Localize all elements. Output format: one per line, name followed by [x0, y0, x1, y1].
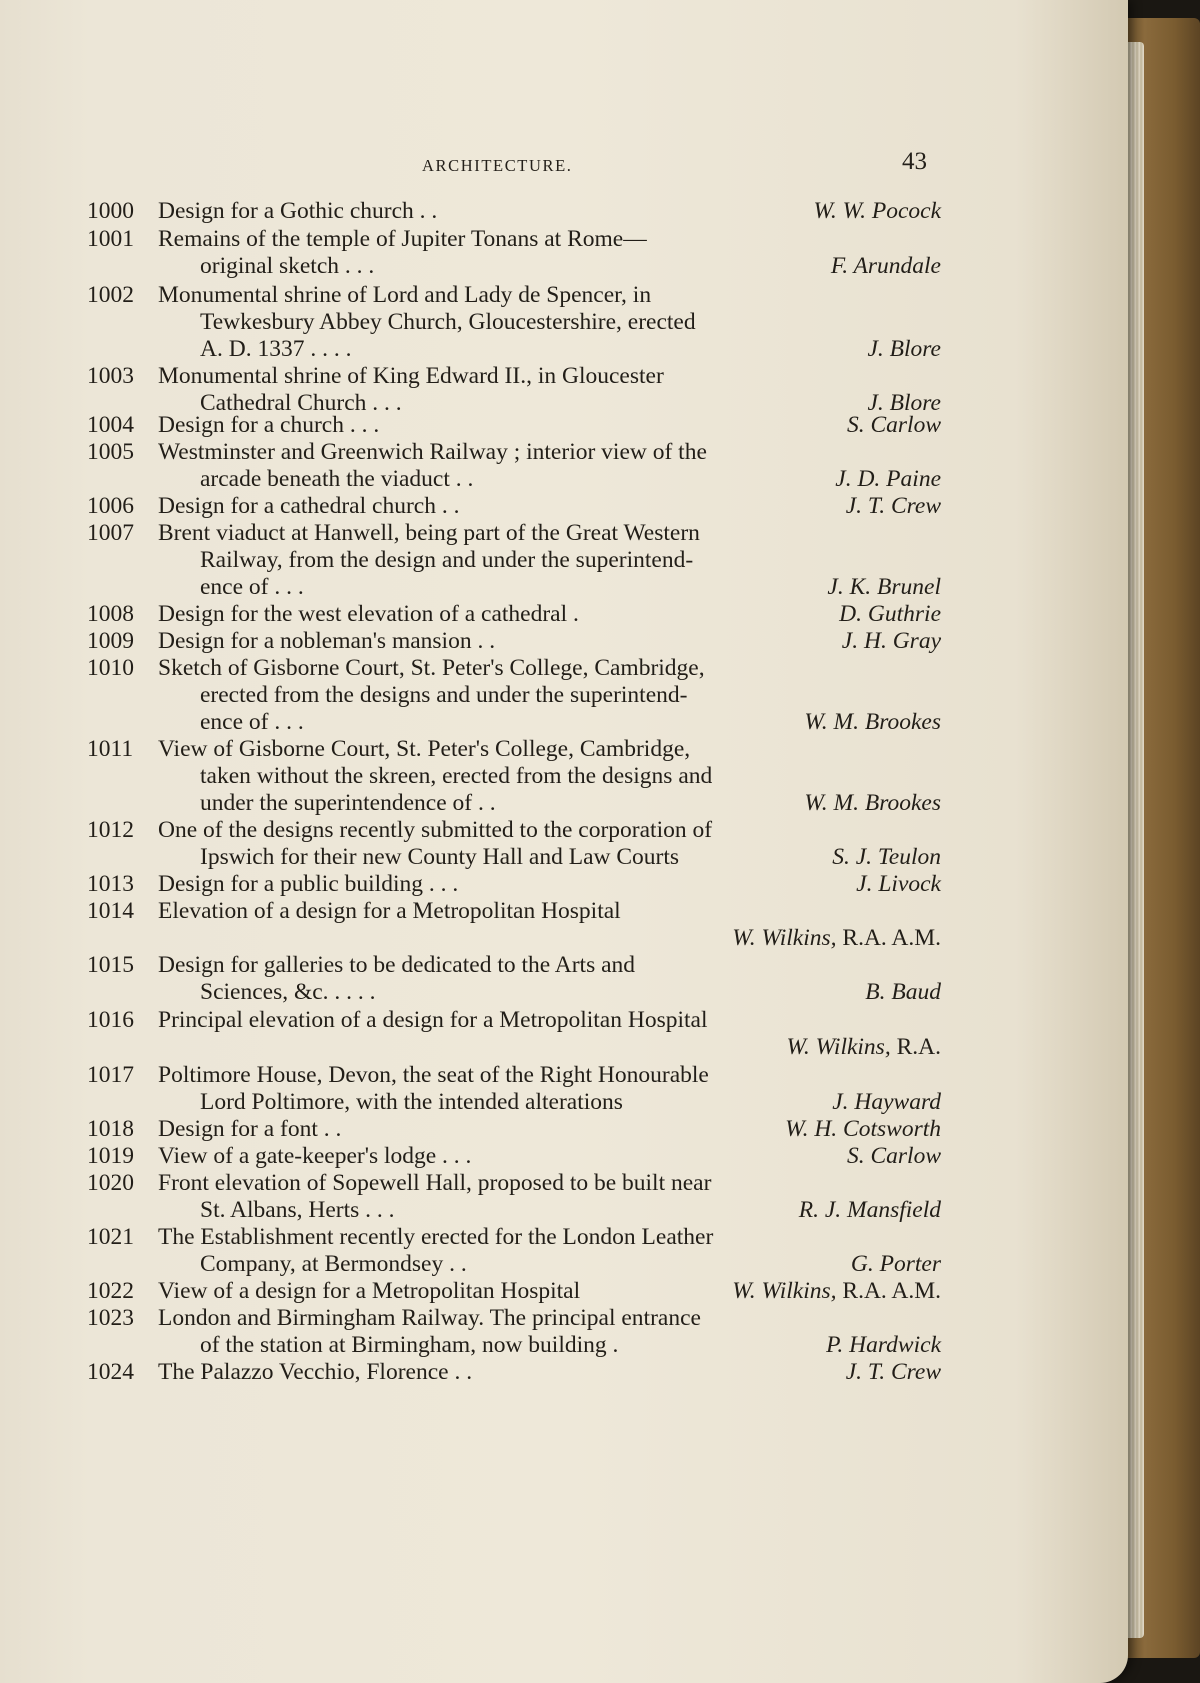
entry-number: 1010: [87, 655, 134, 681]
entry-number: 1016: [87, 1007, 134, 1033]
entry-title-line: Remains of the temple of Jupiter Tonans at Rome—: [158, 226, 647, 252]
entry-author: [799, 1195, 941, 1225]
author-name: J. Blore: [867, 390, 941, 416]
entry-number: 1020: [87, 1170, 134, 1196]
entry-author: [865, 977, 941, 1007]
entry-author: [832, 1087, 941, 1117]
entry-title-line: View of a gate-keeper's lodge . . .: [158, 1143, 472, 1169]
author-name: J. T. Crew: [845, 1359, 941, 1385]
author-name: W. H. Cotsworth: [785, 1116, 941, 1142]
entry-title-line: ence of . . .: [200, 574, 304, 600]
entry-title-line: Principal elevation of a design for a Metropolitan Hospital: [158, 1007, 708, 1033]
author-name: S. J. Teulon: [832, 844, 941, 870]
author-name: J. K. Brunel: [827, 574, 941, 600]
entry-author: [839, 599, 941, 629]
entry-author: [835, 464, 941, 494]
entry-title-line: taken without the skreen, erected from the designs and: [200, 763, 713, 789]
entry-author: [804, 707, 941, 737]
author-name: S. Carlow: [846, 412, 941, 438]
entry-title-line: Tewkesbury Abbey Church, Gloucestershire, erected: [200, 309, 696, 335]
entry-title-line: Brent viaduct at Hanwell, being part of the Great Western: [158, 520, 700, 546]
entry-title-line: Monumental shrine of Lord and Lady de Spencer, in: [158, 282, 652, 308]
author-name: W. M. Brookes: [804, 709, 941, 735]
entry-title-line: The Palazzo Vecchio, Florence . .: [158, 1359, 473, 1385]
entry-number: 1001: [87, 226, 134, 252]
author-name: R. J. Mansfield: [798, 1197, 941, 1223]
page-number: 43: [902, 148, 927, 175]
entry-number: 1013: [87, 871, 134, 897]
entry-title-line: Design for a font . .: [158, 1116, 342, 1142]
entry-number: 1015: [87, 952, 134, 978]
author-degrees: R.A. A.M.: [836, 1278, 941, 1304]
entry-title-line: Design for a Gothic church . .: [158, 198, 438, 224]
entry-number: 1017: [87, 1062, 134, 1088]
entry-author: [826, 1330, 941, 1360]
entry-author: [814, 196, 941, 226]
entry-author: [732, 1276, 941, 1306]
entry-author: [842, 626, 941, 656]
entry-author: [827, 572, 941, 602]
entry-title-line: Westminster and Greenwich Railway ; interior view of the: [158, 439, 707, 465]
author-name: W. W. Pocock: [813, 198, 941, 224]
entry-number: 1008: [87, 601, 134, 627]
author-name: S. Carlow: [846, 1143, 941, 1169]
author-degrees: R.A.: [890, 1034, 941, 1060]
entry-number: 1023: [87, 1305, 134, 1331]
entry-number: 1007: [87, 520, 134, 546]
entry-title-line: Design for a nobleman's mansion . .: [158, 628, 496, 654]
entry-title-line: original sketch . . .: [200, 253, 375, 279]
entry-number: 1011: [87, 736, 134, 762]
entry-title-line: ence of . . .: [200, 709, 304, 735]
entry-number: 1005: [87, 439, 134, 465]
entry-title-line: Design for the west elevation of a cathedral .: [158, 601, 579, 627]
author-name: W. M. Brookes: [804, 790, 941, 816]
entry-title-line: St. Albans, Herts . . .: [200, 1197, 395, 1223]
running-head: ARCHITECTURE.: [422, 156, 573, 175]
entry-author: [804, 788, 941, 818]
entry-title-line: Ipswich for their new County Hall and Law Courts: [200, 844, 680, 870]
entry-title-line: Company, at Bermondsey . .: [200, 1251, 467, 1277]
entry-title-line: A. D. 1337 . . . .: [200, 336, 352, 362]
author-degrees: R.A. A.M.: [836, 925, 941, 951]
entry-number: 1000: [87, 198, 134, 224]
author-name: J. Hayward: [832, 1089, 941, 1115]
author-name: B. Baud: [865, 979, 941, 1005]
entry-author: [785, 1114, 941, 1144]
entry-author: [847, 1141, 941, 1171]
entry-title-line: Sciences, &c. . . . .: [200, 979, 376, 1005]
entry-number: 1006: [87, 493, 134, 519]
author-name: W. Wilkins,: [786, 1034, 891, 1060]
author-name: D. Guthrie: [839, 601, 941, 627]
entry-title-line: erected from the designs and under the superintend-: [200, 682, 688, 708]
entry-title-line: Design for galleries to be dedicated to the Arts and: [158, 952, 636, 978]
entry-number: 1024: [87, 1359, 134, 1385]
entry-title-line: London and Birmingham Railway. The principal entrance: [158, 1305, 701, 1331]
author-name: P. Hardwick: [826, 1332, 941, 1358]
entry-title-line: Poltimore House, Devon, the seat of the Right Honourable: [158, 1062, 709, 1088]
author-name: W. Wilkins,: [732, 1278, 837, 1304]
entry-title-line: arcade beneath the viaduct . .: [200, 466, 474, 492]
entry-number: 1012: [87, 817, 134, 843]
author-name: J. Blore: [867, 336, 941, 362]
entry-author: [856, 869, 941, 899]
author-name: W. Wilkins,: [732, 925, 837, 951]
entry-number: 1022: [87, 1278, 134, 1304]
entry-title-line: The Establishment recently erected for the London Leather: [158, 1224, 714, 1250]
entry-author: [832, 842, 941, 872]
entry-author: [846, 1357, 941, 1387]
entry-author: [847, 410, 941, 440]
entry-title-line: View of Gisborne Court, St. Peter's College, Cambridge,: [158, 736, 691, 762]
entry-author: [851, 1249, 941, 1279]
entry-number: 1009: [87, 628, 134, 654]
entry-number: 1004: [87, 412, 134, 438]
author-name: G. Porter: [850, 1251, 941, 1277]
entry-number: 1014: [87, 898, 134, 924]
author-name: J. T. Crew: [845, 493, 941, 519]
entry-number: 1002: [87, 282, 134, 308]
entry-title-line: Lord Poltimore, with the intended alterations: [200, 1089, 623, 1115]
entry-title-line: One of the designs recently submitted to the corporation of: [158, 817, 713, 843]
entry-title-line: Front elevation of Sopewell Hall, proposed to be built near: [158, 1170, 712, 1196]
entry-number: 1003: [87, 363, 134, 389]
author-name: J. H. Gray: [841, 628, 941, 654]
entry-number: 1018: [87, 1116, 134, 1142]
entry-title-line: Cathedral Church . . .: [200, 390, 402, 416]
entry-title-line: Design for a public building . . .: [158, 871, 459, 897]
author-name: F. Arundale: [830, 253, 941, 279]
author-name: J. D. Paine: [835, 466, 941, 492]
entry-number: 1019: [87, 1143, 134, 1169]
entry-title-line: View of a design for a Metropolitan Hospital: [158, 1278, 581, 1304]
entry-author: [867, 334, 941, 364]
entry-number: 1021: [87, 1224, 134, 1250]
entry-title-line: Design for a cathedral church . .: [158, 493, 460, 519]
entry-title-line: Design for a church . . .: [158, 412, 380, 438]
entry-title-line: Elevation of a design for a Metropolitan Hospital: [158, 898, 621, 924]
entry-author: [786, 1032, 941, 1062]
entry-title-line: under the superintendence of . .: [200, 790, 496, 816]
entry-author: [831, 251, 941, 281]
entry-author: [846, 491, 941, 521]
entry-title-line: Railway, from the design and under the superintend-: [200, 547, 694, 573]
author-name: J. Livock: [856, 871, 941, 897]
entry-title-line: of the station at Birmingham, now building .: [200, 1332, 619, 1358]
entry-title-line: Monumental shrine of King Edward II., in Gloucester: [158, 363, 664, 389]
entry-title-line: Sketch of Gisborne Court, St. Peter's College, Cambridge,: [158, 655, 705, 681]
entry-author: [732, 923, 941, 953]
